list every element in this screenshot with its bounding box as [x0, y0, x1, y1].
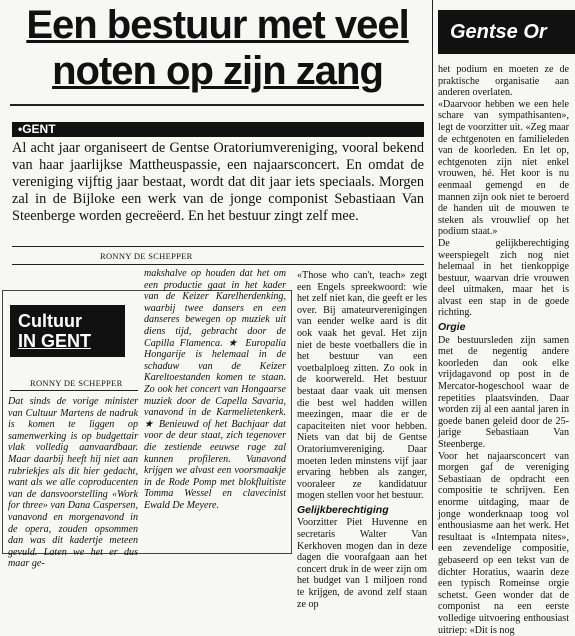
column-4-paragraph-3: De gelijkberechtiging weerspiegelt zich nog niet helemaal in het tienkoppige bestuur, waarvan drie vrouwen deel uitmaken, maar het is alvast een stap in de goede richting. [438, 237, 569, 319]
headline [10, 2, 425, 94]
culture-box-title-line-2: IN GENT [18, 331, 92, 351]
column-3-paragraph-1: «Those who can't, teach» zegt een Engels spreekwoord: wie het zelf niet kan, die geeft er les over. Bij amateurverenigingen van eender welke aard is dit ook vaak het geval. Het zijn niet de beste voetballers die in het bestuur van een voetbalploeg zitten. Zo ook in de koorwereld. Het bestuur bestaat daar vaak uit mensen die best wel hadden willen meezingen, maar die er de capaciteiten niet voor hebben. Niets van dat bij de Gentse Oratoriumvereniging. Daar moeten leden minstens vijf jaar ervaring hebben als zanger, vooraleer ze kandidatuur mogen stellen voor het bestuur. [297, 270, 427, 502]
headline-line-1: Een bestuur met veel [26, 3, 409, 47]
culture-column-2: makshalve op houden dat het om een productie gaat in het kader van de Keizer Karelherdenking, waarbij twee dansers en een danseres bewegen op muziek uit diens tijd, gebracht door de Capilla Flamenca. ★ Europalia Hongarije is helemaal in de schaduw van de Keizer Kareltoestanden komen te staan. Zo ook het concert van Hongaarse muziek door de Capella Savaria, vanavond in de Karmelietenkerk. ★ Benieuwd of het Bachjaar dat voor de deur staat, zich tegenover die zestiende eeuwse rage zal kunnen profileren. Vanavond krijgen we alvast een voorsmaakje in de Rode Pomp met blokfluitiste Tomma Wessel en clavecinist Ewald De Meyere. [144, 268, 286, 511]
column-4-paragraph-2: «Daarvoor hebben we een hele schare van sympathisanten», legt de voorzitter uit. «Zeg maar de echtgenoten en familieleden van de koorleden. En let op, echtgenoten zijn niet enkel vrouwen, hé. Het koor is nu eenmaal gemengd en de mannen zijn ook niet te beroerd de handen uit de mouwen te steken als vrouwlief op het podium staat.» [438, 98, 569, 238]
column-4-subhead: Orgie [438, 321, 466, 334]
section-tag: •GENT [12, 122, 424, 137]
byline-rule-bottom [12, 264, 424, 265]
culture-box-title [10, 305, 125, 357]
culture-box-title-line-1: Cultuur [18, 311, 82, 331]
headline-rule [10, 104, 424, 106]
column-divider [432, 0, 433, 550]
byline-rule [12, 246, 424, 247]
column-4-paragraph-5: Voor het najaarsconcert van morgen gaf de vereniging Sebastiaan de opdracht een compositie te schrijven. Een enorme uitdaging, maar de jonge wonderknaap toog vol enthousiasme aan het werk. Het resultaat is «Intempata nites», een zevendelige compositie, gebaseerd op een tekst van de dichter Horatius, waarin deze een typisch Romeinse orgie schetst. Geen wonder dat de componist na een eerste volledige uitvoering enthousiast uitriep: «Dit is nog [438, 450, 569, 636]
lead-paragraph: Al acht jaar organiseert de Gentse Oratoriumvereniging, vooral bekend van haar jaarlijkse Mattheuspassie, een najaarsconcert. En omdat de vereniging vijftig jaar bestaat, wordt dat dit jaar iets speciaals. Morgen zal in de Bijloke een werk van de jonge componist Sebastiaan Van Steenberge worden gecreëerd. En het bestuur zingt zelf mee. [12, 140, 424, 224]
side-article-banner: Gentse Or [438, 10, 575, 54]
column-4-paragraph-1: het podium en moeten ze de praktische organisatie aan anderen overlaten. [438, 64, 569, 99]
culture-box-byline-rule [10, 390, 138, 391]
article-column-4 [438, 64, 569, 636]
headline-line-2: noten op zijn zang [52, 49, 383, 93]
culture-box-byline: RONNY DE SCHEPPER [30, 378, 123, 388]
column-4-paragraph-4: De bestuursleden zijn samen met de negentig andere koorleden dan ook elke vrijdagavond op post in de Mercator-hogeschool waar de repetities plaatsvinden. Daar worden zij al een aantal jaren in goede banen geleid door de 25-jarige Sebastiaan Van Steenberge. [438, 334, 569, 450]
culture-column-1: Dat sinds de vorige minister van Cultuur Martens de nadruk is komen te liggen op samenwerking is op budgettair vlak volledig aanvaardbaar. Maar daarbij heeft hij niet aan rubriekjes als dit hier gedacht, want als we alle coproducenten van de dansvoorstelling «Work for three» van Dana Caspersen, vanavond en morgenavond in de opera, zouden opsommen dan was dit kadertje meteen gevuld. Laten we het er dus maar ge- [8, 396, 138, 570]
column-3-subhead: Gelijkberechtiging [297, 503, 389, 516]
column-3-paragraph-2: Voorzitter Piet Huvenne en secretaris Walter Van Kerkhoven mogen dan in deze dagen die voorafgaan aan het concert druk in de weer zijn om het budget van 1 miljoen rond te krijgen, de avond zelf staan ze op [297, 517, 427, 610]
article-column-3 [297, 270, 427, 610]
byline-main: RONNY DE SCHEPPER [100, 251, 193, 261]
